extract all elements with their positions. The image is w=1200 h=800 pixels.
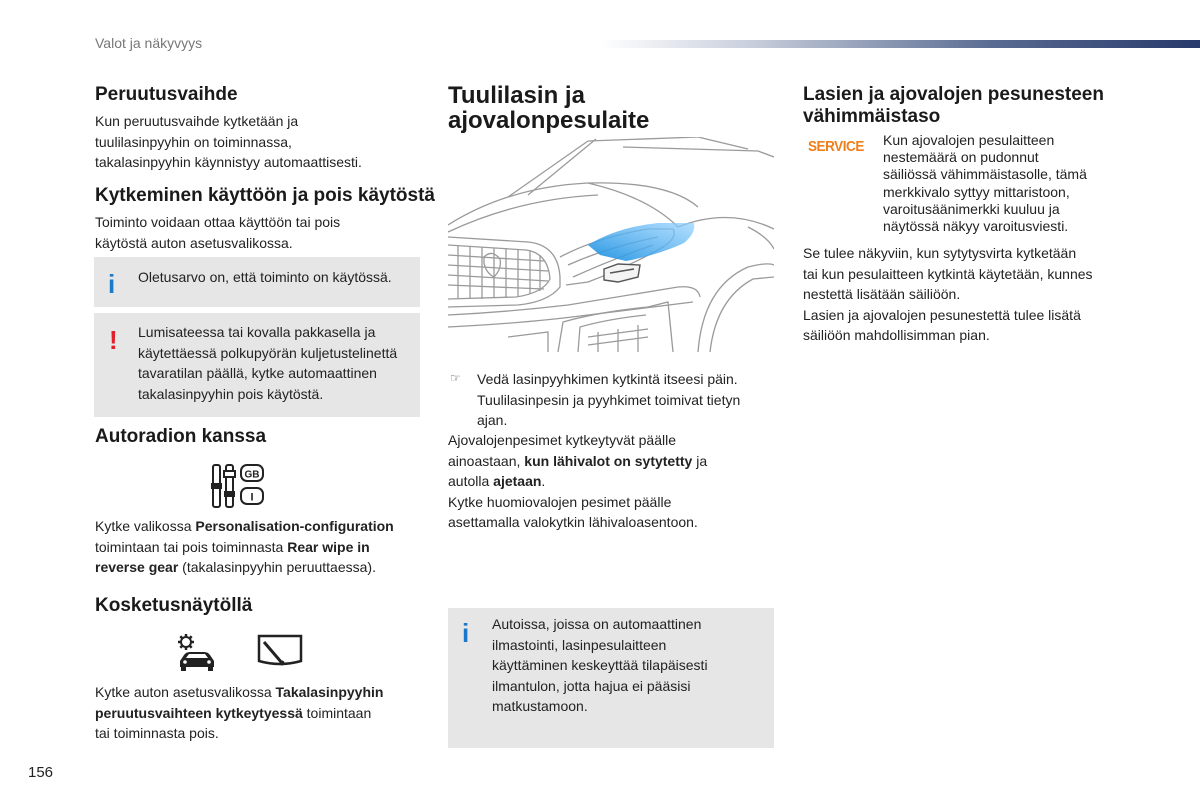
autoradio-text: Kytke valikossa Personalisation-configuration toimintaan tai pois toiminnasta Rear wipe in reverse gear (takalasinpyyhin peruuttaessa). [95,518,394,575]
warning-box-text: Lumisateessa tai kovalla pakkasella ja käytettäessä polkupyörän kuljetustelinettä tavaratilan päällä, kytke automaattinen takalasinpyyhin pois käytöstä. [138,324,398,402]
bullet-hand-icon: ☞ [450,371,461,385]
heading-kytkeminen: Kytkeminen käyttöön ja pois käytöstä [95,185,435,206]
service-warning-icon: SERVICE [808,138,864,155]
i-label: I [250,491,254,504]
info-ventilation-text: Autoissa, joissa on automaattinen ilmastointi, lasinpesulaitteen käyttäminen keskeyttää tilapäisesti ilmantulon, jotta hajua ei pääsisi matkustamoon. [492,616,708,714]
car-front-illustration [448,137,774,352]
header-gradient-bar [600,40,1200,48]
info-icon: i [462,618,470,648]
info-icon: i [108,269,116,299]
peruutus-text: Kun peruutusvaihde kytketään ja tuulilasinpyyhin on toiminnassa, takalasinpyyhin käynnistyy automaattisesti. [95,113,362,170]
kosketus-text: Kytke auton asetusvalikossa Takalasinpyyhin peruutusvaihteen kytkeytyessä toimintaan tai toiminnasta pois. [95,684,384,741]
kytkeminen-text: Toiminto voidaan ottaa käyttöön tai pois käytöstä auton asetusvalikossa. [95,214,341,251]
headlamp-washer-text: Ajovalojenpesimet kytkeytyvät päälle ainoastaan, kun lähivalot on sytytetty ja autolla ajetaan. Kytke huomiovalojen pesimet päälle asettamalla valokytkin lähivaloasentoon. [448,432,708,530]
heading-pesuneste: Lasien ja ajovalojen pesunesteen vähimmäistaso [803,84,1104,127]
display-text: Se tulee näkyviin, kun sytytysvirta kytketään tai kun pesulaitteen kytkintä käytetään, kunnes nestettä lisätään säiliöön. Lasien ja ajovalojen pesunestettä tulee lisätä säiliöön mahdollisimman pian. [803,245,1093,343]
service-text: Kun ajovalojen pesulaitteen nestemäärä on pudonnut säiliössä vähimmäistasolle, tämä merkkivalo syttyy mittaristoon, varoitusäänimerkki kuuluu ja näytössä näkyy varoitusviesti. [883,132,1087,235]
bullet-instruction: Vedä lasinpyyhkimen kytkintä itseesi päin. Tuulilasinpesin ja pyyhkimet toimivat tietyn ajan. [477,371,741,428]
washer-spray [588,223,694,261]
warning-icon: ! [109,325,118,355]
info-box-text: Oletusarvo on, että toiminto on käytössä. [138,269,392,285]
heading-kosketusnaytto: Kosketusnäytöllä [95,595,253,616]
radio-settings-icon [210,463,266,509]
rear-wiper-icon [256,633,304,669]
chapter-header: Valot ja näkyvyys [95,35,203,51]
page-number: 156 [28,764,54,781]
gb-label: GB [244,469,260,481]
heading-peruutusvaihde: Peruutusvaihde [95,84,238,105]
car-settings-icon [176,633,218,673]
heading-autoradio: Autoradion kanssa [95,426,267,447]
heading-tuulilasi: Tuulilasin ja ajovalonpesulaite [448,82,650,134]
